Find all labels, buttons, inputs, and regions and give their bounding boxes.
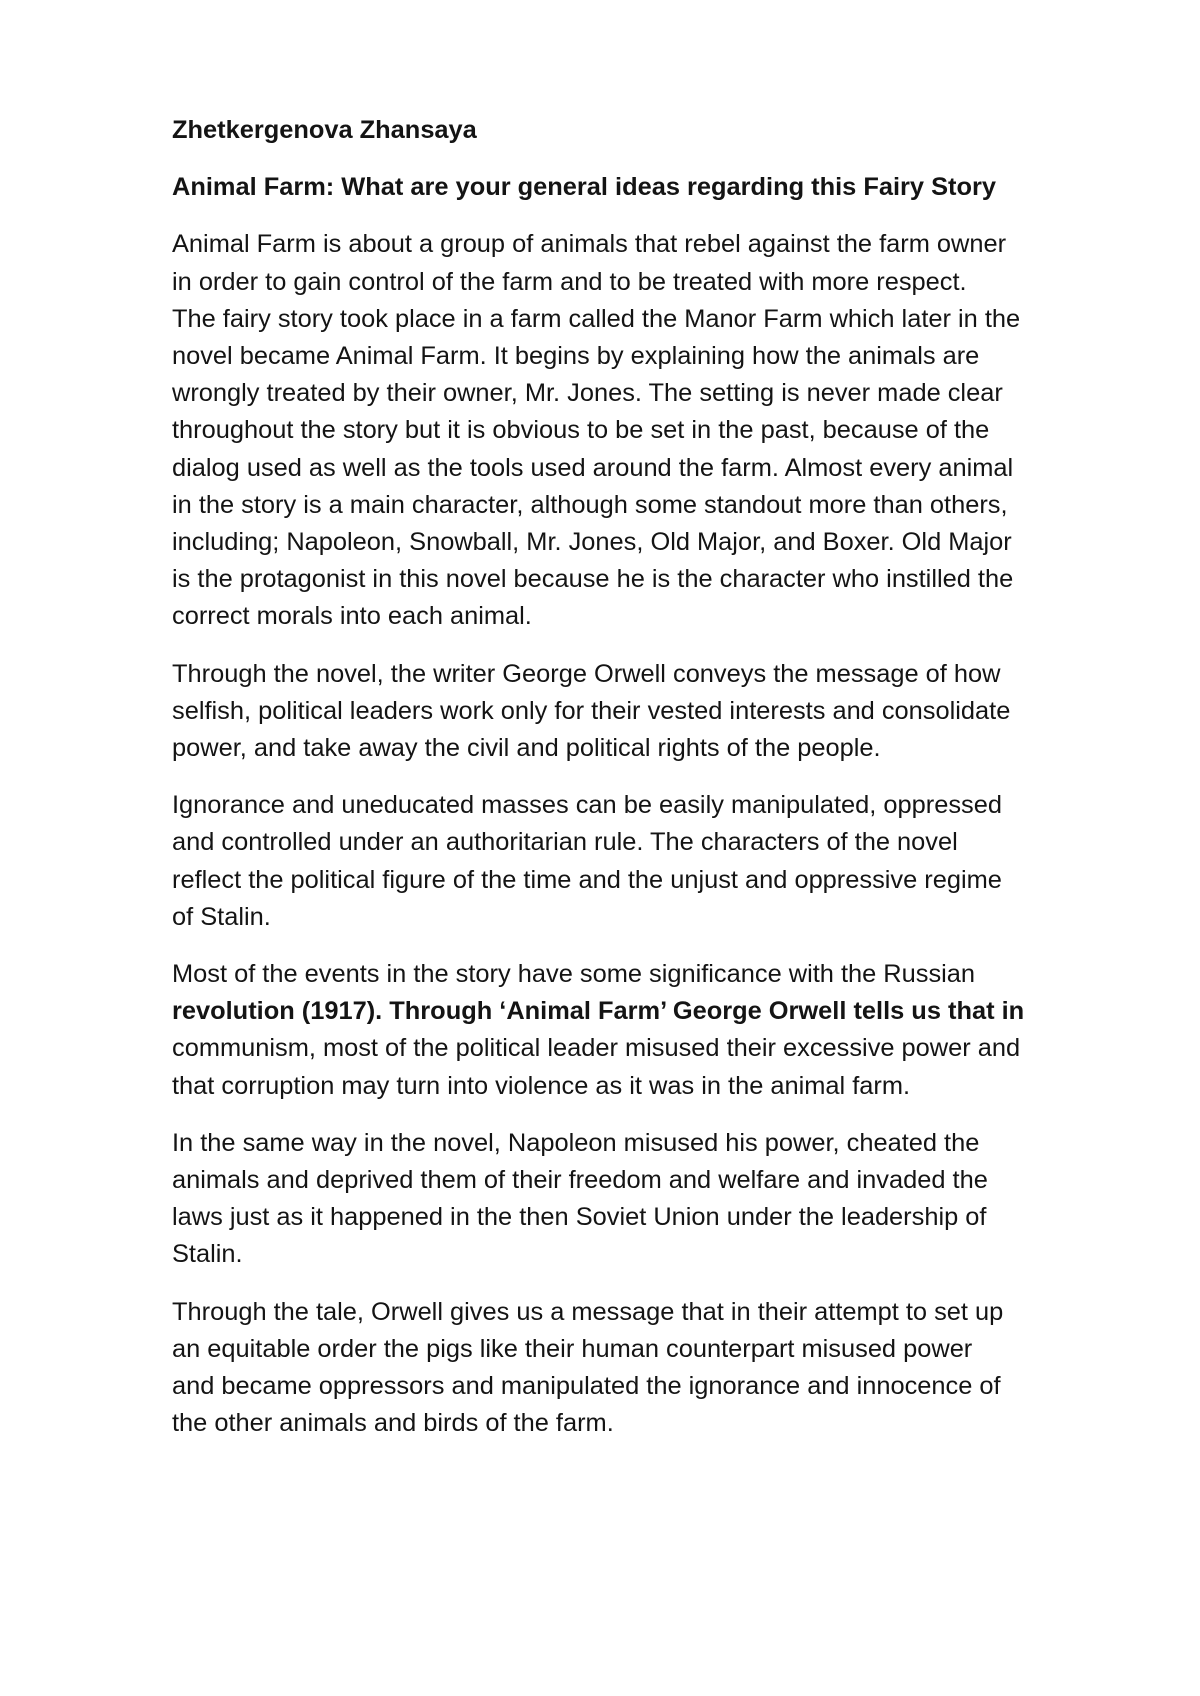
paragraph-line: The fairy story took place in a farm called the Manor Farm which later in the xyxy=(172,304,1021,333)
paragraph-line: the other animals and birds of the farm. xyxy=(172,1409,614,1438)
paragraph-line: Stalin. xyxy=(172,1240,243,1269)
paragraph-line: reflect the political figure of the time and the unjust and oppressive regime xyxy=(172,865,1002,894)
paragraph-line: in the story is a main character, although some standout more than others, xyxy=(172,490,1008,519)
paragraph-line: Animal Farm is about a group of animals that rebel against the farm owner xyxy=(172,230,1007,259)
paragraph-line: selfish, political leaders work only for their vested interests and consolidate xyxy=(172,696,1011,725)
paragraph-line: correct morals into each animal. xyxy=(172,602,532,631)
paragraph-line: an equitable order the pigs like their human counterpart misused power xyxy=(172,1334,973,1363)
document-body xyxy=(172,112,1132,1463)
author-name: Zhetkergenova Zhansaya xyxy=(172,116,477,144)
paragraph-line: in order to gain control of the farm and to be treated with more respect. xyxy=(172,267,967,296)
paragraph-4 xyxy=(172,956,1132,1105)
paragraph-line: dialog used as well as the tools used around the farm. Almost every animal xyxy=(172,453,1014,482)
paragraph-line: of Stalin. xyxy=(172,902,271,931)
paragraph-line: Through the tale, Orwell gives us a message that in their attempt to set up xyxy=(172,1297,1004,1326)
paragraph-line: wrongly treated by their owner, Mr. Jones. The setting is never made clear xyxy=(172,379,1003,408)
paragraph-line: novel became Animal Farm. It begins by explaining how the animals are xyxy=(172,342,980,371)
paragraph-1 xyxy=(172,226,1132,635)
paragraph-line: In the same way in the novel, Napoleon misused his power, cheated the xyxy=(172,1128,980,1157)
paragraph-line: that corruption may turn into violence as it was in the animal farm. xyxy=(172,1071,911,1100)
paragraph-3 xyxy=(172,787,1132,936)
paragraph-line-bold: revolution (1917). Through ‘Animal Farm’ George Orwell tells us that in xyxy=(172,997,1025,1026)
paragraph-line: animals and deprived them of their freedom and welfare and invaded the xyxy=(172,1166,988,1195)
paragraph-line: including; Napoleon, Snowball, Mr. Jones, Old Major, and Boxer. Old Major xyxy=(172,528,1012,557)
paragraph-5 xyxy=(172,1125,1132,1274)
paragraph-2 xyxy=(172,656,1132,768)
paragraph-line: and controlled under an authoritarian rule. The characters of the novel xyxy=(172,828,958,857)
paragraph-6 xyxy=(172,1294,1132,1443)
paragraph-line: laws just as it happened in the then Soviet Union under the leadership of xyxy=(172,1203,987,1232)
paragraph-line: Through the novel, the writer George Orwell conveys the message of how xyxy=(172,659,1001,688)
paragraph-line: is the protagonist in this novel because he is the character who instilled the xyxy=(172,565,1014,594)
paragraph-line: throughout the story but it is obvious to be set in the past, because of the xyxy=(172,416,990,445)
paragraph-line: power, and take away the civil and political rights of the people. xyxy=(172,734,881,763)
paragraph-line: communism, most of the political leader misused their excessive power and xyxy=(172,1034,1021,1063)
paragraph-line: Most of the events in the story have some significance with the Russian xyxy=(172,960,976,989)
paragraph-line: Ignorance and uneducated masses can be easily manipulated, oppressed xyxy=(172,791,1002,820)
paragraph-line: and became oppressors and manipulated the ignorance and innocence of xyxy=(172,1372,1001,1401)
essay-title: Animal Farm: What are your general ideas regarding this Fairy Story xyxy=(172,173,997,202)
